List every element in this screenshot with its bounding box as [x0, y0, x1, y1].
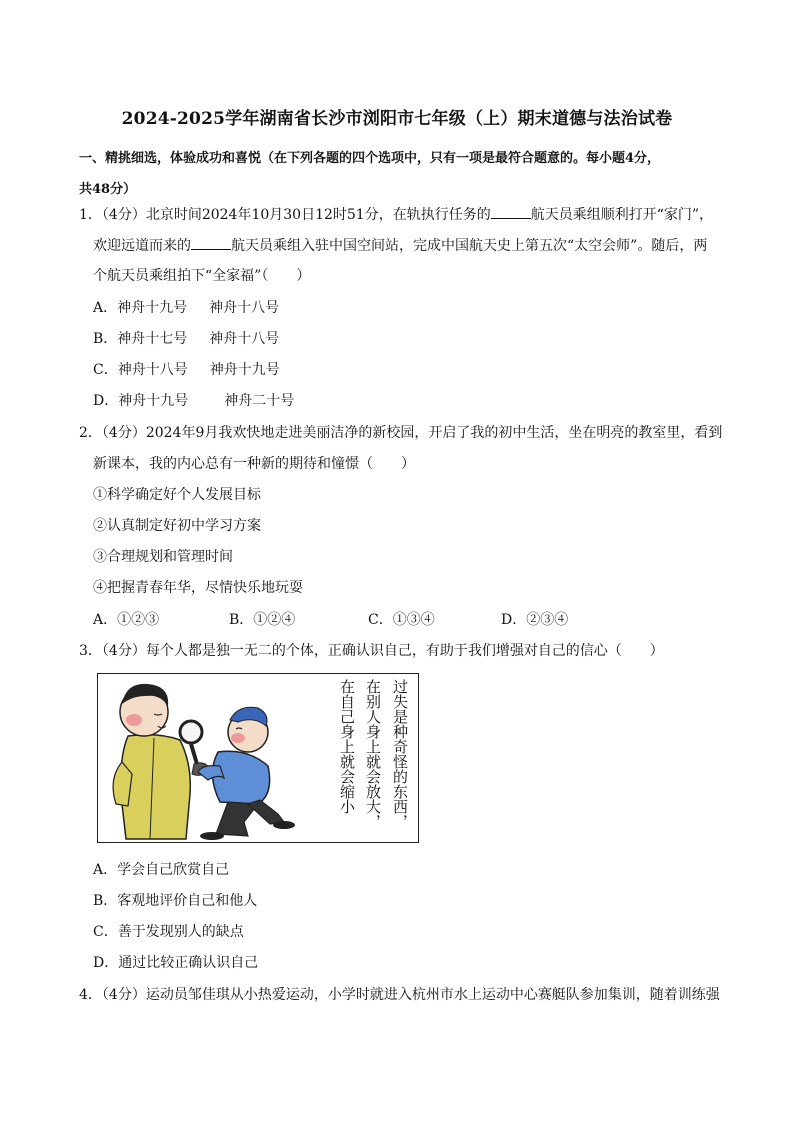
right-figure-blush — [231, 733, 245, 743]
q3-option-b[interactable]: B．客观地评价自己和他人 — [93, 893, 258, 909]
q1-text-c: 欢迎远道而来的 — [93, 238, 191, 254]
option-letter: D． — [93, 393, 119, 409]
q1-text-b: 航天员乘组顺利打开“家门”， — [530, 207, 714, 223]
q1-text-d: 航天员乘组入驻中国空间站，完成中国航天史上第五次“太空会师”。随后，两 — [231, 238, 708, 254]
q2-item-2: ②认真制定好初中学习方案 — [93, 518, 261, 534]
comic-illustration — [97, 673, 419, 843]
magnifier-lens — [180, 721, 202, 743]
right-figure-jacket — [212, 751, 269, 804]
q1-option-a[interactable] — [93, 298, 279, 318]
q1-line-2 — [93, 235, 707, 256]
q1-blank-1 — [491, 204, 531, 219]
option-letter: C． — [93, 362, 118, 378]
option-text-1: 神舟十七号 — [117, 331, 188, 347]
comic-text-column-2: 在别人身上就会放大， — [364, 679, 382, 829]
q3-line-1: 3．（4分）每个人都是独一无二的个体，正确认识自己，有助于我们增强对自己的信心（ ） — [79, 643, 664, 659]
page-title: 2024-2025学年湖南省长沙市浏阳市七年级（上）期末道德与法治试卷 — [121, 109, 673, 129]
option-text-1: 神舟十九号 — [118, 393, 189, 409]
q2-item-3: ③合理规划和管理时间 — [93, 549, 233, 565]
q2-option-d[interactable]: D．②③④ — [501, 612, 569, 628]
q2-item-4: ④把握青春年华，尽情快乐地玩耍 — [93, 580, 303, 596]
q3-option-d[interactable]: D．通过比较正确认识自己 — [93, 955, 259, 971]
option-text-2: 神舟十八号 — [209, 300, 280, 316]
section-heading — [79, 143, 729, 205]
right-figure-shoe — [200, 832, 224, 840]
section-heading-line-1: 一、精挑细选，体验成功和喜悦（在下列各题的四个选项中，只有一项是最符合题意的。每小题4分， — [79, 151, 661, 166]
q2-option-a[interactable]: A．①②③ — [93, 612, 160, 628]
comic-text-column-3: 在自己身上就会缩小 — [338, 679, 356, 814]
q1-option-c[interactable] — [93, 360, 280, 380]
q1-text-a: 1．（4分）北京时间2024年10月30日12时51分，在轨执行任务的 — [79, 207, 491, 223]
right-figure-shoe-back — [273, 821, 295, 829]
option-text-1: 神舟十九号 — [117, 300, 188, 316]
q1-line-1 — [79, 204, 713, 225]
q2-line-1: 2．（4分）2024年9月我欢快地走进美丽洁净的新校园，开启了我的初中生活，坐在明亮的教室里，看到 — [79, 425, 723, 441]
section-heading-line-2: 共48分） — [79, 182, 137, 197]
q1-option-d[interactable] — [93, 391, 294, 411]
option-letter: B． — [93, 331, 118, 347]
q4-line-1: 4．（4分）运动员邹佳琪从小热爱运动，小学时就进入杭州市水上运动中心赛艇队参加集训，随着训练强 — [79, 987, 720, 1003]
option-text-2: 神舟十九号 — [209, 362, 280, 378]
left-figure-coat — [121, 735, 190, 839]
q1-line-3: 个航天员乘组拍下“全家福”（ ） — [93, 268, 311, 284]
right-figure-leg-back — [248, 800, 284, 824]
option-text-2: 神舟十八号 — [209, 331, 280, 347]
comic-text-column-1: 过失是种奇怪的东西， — [391, 679, 409, 829]
option-text-2: 神舟二十号 — [224, 393, 295, 409]
q3-option-c[interactable]: C．善于发现别人的缺点 — [93, 924, 244, 940]
q2-option-b[interactable]: B．①②④ — [229, 612, 296, 628]
q2-item-1: ①科学确定好个人发展目标 — [93, 487, 261, 503]
q2-option-c[interactable]: C．①③④ — [368, 612, 435, 628]
option-text-1: 神舟十八号 — [117, 362, 188, 378]
q1-blank-2 — [191, 235, 231, 250]
q3-option-a[interactable]: A．学会自己欣赏自己 — [93, 862, 230, 878]
left-figure-blush — [126, 714, 142, 726]
q2-line-2: 新课本，我的内心总有一种新的期待和憧憬（ ） — [93, 456, 415, 472]
q1-option-b[interactable] — [93, 329, 279, 349]
option-letter: A． — [93, 300, 118, 316]
